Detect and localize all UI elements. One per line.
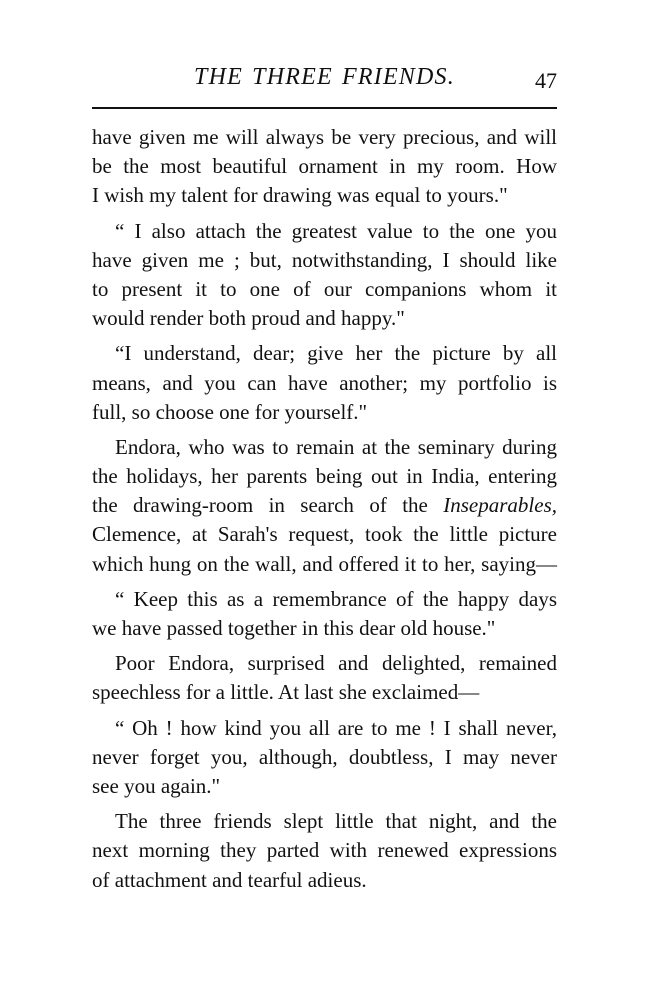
running-head xyxy=(92,58,557,110)
text-line: we have passed together in this dear old house." xyxy=(92,616,496,640)
body-text xyxy=(92,123,557,895)
text-line: the holidays, her parents being out in India, entering xyxy=(92,464,557,489)
text-line: have given me ; but, notwithstanding, I should like xyxy=(92,247,557,272)
text-line: Endora, who was to remain at the seminary during xyxy=(115,434,557,459)
text-line: never forget you, although, doubtless, I may never xyxy=(92,744,557,769)
text-line: of attachment and tearful adieus. xyxy=(92,867,367,892)
text-line: Clemence, at Sarah's request, took the little picture xyxy=(92,522,557,547)
text-line: speechless for a little. At last she exclaimed— xyxy=(92,680,480,705)
text-line: Poor Endora, surprised and delighted, remained xyxy=(115,651,557,676)
text-line: “ Oh ! how kind you all are to me ! I shall never, xyxy=(115,715,557,740)
text-line: which hung on the wall, and offered it to her, saying— xyxy=(92,551,557,576)
text-line: to present it to one of our companions whom it xyxy=(92,276,557,301)
page-number: 47 xyxy=(535,68,557,93)
header-rule xyxy=(92,107,557,109)
text-line: next morning they parted with renewed expressions xyxy=(92,838,557,863)
text-line xyxy=(92,491,557,520)
text-line: “ I also attach the greatest value to the one you xyxy=(115,218,557,243)
text-line: I wish my talent for drawing was equal to yours." xyxy=(92,183,508,208)
running-title: THE THREE FRIENDS. xyxy=(194,64,455,90)
text-line: full, so choose one for yourself." xyxy=(92,399,368,424)
text-line: be the most beautiful ornament in my room. How xyxy=(92,154,557,179)
text-line: “I understand, dear; give her the picture by all xyxy=(115,341,557,366)
text-line: means, and you can have another; my portfolio is xyxy=(92,370,557,395)
text-run: the drawing-room in search of the xyxy=(92,493,428,518)
italic-word: Inseparables, xyxy=(443,493,557,518)
text-line: would render both proud and happy." xyxy=(92,306,405,331)
text-line: have given me will always be very precious, and will xyxy=(92,125,557,149)
text-line: see you again." xyxy=(92,773,221,798)
text-line: “ Keep this as a remembrance of the happy days xyxy=(115,586,557,611)
text-line: The three friends slept little that night, and the xyxy=(115,809,557,834)
